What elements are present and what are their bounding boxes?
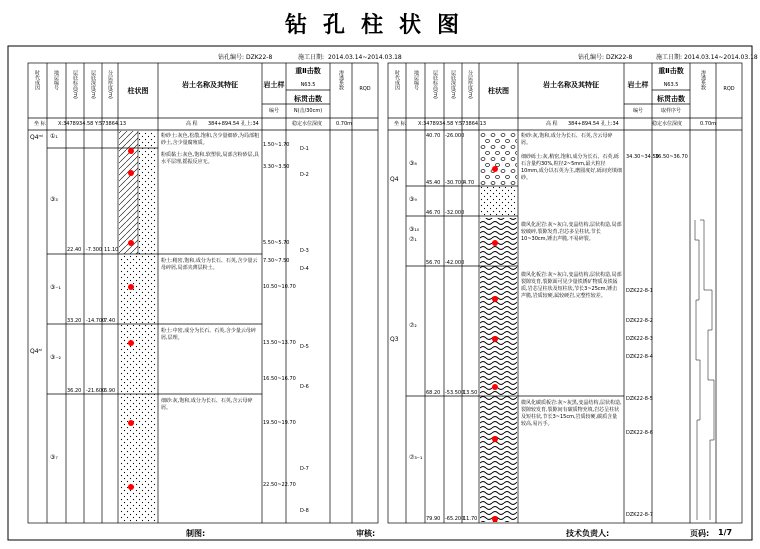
hole-number: DZK22-8: [246, 54, 273, 61]
col-header-column: 柱状图: [127, 87, 149, 95]
spt-sample: D-6: [300, 384, 309, 390]
col-header-thickness: 分层厚度(m): [107, 70, 113, 99]
sample-marker: [128, 340, 134, 346]
layer-description: 细砂:灰,饱和,成分为长石、石英,含云母碎屑。: [161, 398, 253, 411]
layer-description: 粉砂土:灰色,松散,饱和,含少量细砂,为局部粗砂土,含少量腐殖质。: [161, 133, 260, 146]
col-header-bottom-depth: 层底深度(m): [450, 70, 456, 99]
spt-sample: D-8: [300, 508, 309, 514]
sample-marker: [492, 436, 498, 442]
spt-sample: DZK22-8-7: [626, 512, 653, 518]
sample-marker: [128, 148, 134, 154]
col-header-dcp: 重Ⅱ击数: [658, 67, 684, 75]
spt-sample: DZK22-8-2: [626, 318, 653, 324]
layer-thickness: 11.10: [104, 247, 119, 253]
checked-by-label: 审核:: [356, 529, 376, 538]
layer-depth: -21.600: [86, 388, 106, 394]
layer-number: ①₁: [50, 133, 58, 140]
water-label: 稳定水位深度: [652, 121, 683, 127]
spt-sample: D-3: [300, 248, 309, 254]
spt-sample: D-1: [300, 146, 309, 152]
layer-elev: 40.70: [426, 133, 441, 139]
water-value: 0.70m: [700, 121, 717, 127]
layer-depth: -30.700: [445, 180, 465, 186]
layer-number: ③₈: [409, 160, 417, 167]
sample-depth: 3.30~3.50: [263, 164, 290, 170]
col-header-layer-no: 地层编号: [413, 70, 419, 90]
hole-number-label: 钻孔编号:: [578, 54, 605, 61]
drawn-by-label: 制图:: [186, 529, 206, 538]
sample-no-label: 编号: [268, 108, 279, 114]
layer-number: ③₁₀: [409, 226, 420, 233]
layer-number: ③₃: [50, 196, 58, 203]
sample-marker: [492, 166, 498, 172]
page-label: 页码:: [690, 529, 710, 538]
spt-sample: D-5: [300, 344, 309, 350]
elev-label: 高 程: [546, 121, 558, 127]
date-label: 施工日期:: [298, 54, 325, 61]
tech-lead-label: 技术负责人:: [566, 529, 610, 538]
layer-number: ③₋₁: [50, 284, 61, 291]
sample-depth: 10.50~10.70: [263, 284, 296, 290]
layer-description: 粉土:稍密,饱和,成分为长石、石英,含少量云母碎屑,局部夹薄层粉土。: [161, 258, 258, 271]
layer-elev: 68.20: [426, 390, 441, 396]
layer-thickness: 7.40: [104, 318, 116, 324]
layer-depth: -42.000: [445, 260, 465, 266]
sample-depth: 22.50~22.70: [263, 482, 296, 488]
sample-depth: 13.50~13.70: [263, 340, 296, 346]
n63-label: N63.5: [663, 82, 679, 88]
spt-unit-label: 取样序号: [660, 108, 681, 114]
layer-number: ⑦₂: [409, 322, 417, 329]
layer-description: 微风化板岩:灰~灰白,变晶结构,层状构造,局部裂隙发育,裂隙面可见少量铁锈矿物质及铁锰质,岩芯呈柱状及短柱状,节长3~25cm,锤击声脆,岩质较硬,属较硬岩,完整性较差。: [521, 272, 622, 299]
layer-depth: -53.500: [445, 390, 465, 396]
col-header-permeability: 渗透系数: [338, 70, 344, 90]
layer-description: 粉质黏土:灰色,饱和,软塑状,局部含粉砂层,具水平层理,摇振反应无。: [161, 152, 260, 165]
col-header-column: 柱状图: [488, 87, 509, 95]
layer-description: 细砂砾土:灰,稍密,饱和,成分为长石、石英,砾石含量约30%,粒径2~5mm,最大粒径10mm,成分以石英为主,磨圆度好,砾间充填细砂。: [521, 154, 622, 181]
layer-thickness: 11.70: [463, 516, 478, 522]
age-label: Q4: [390, 176, 399, 183]
elev-value: 384+894.54 孔上:34: [568, 121, 619, 127]
sample-depth: 36.50~36.70: [655, 154, 688, 160]
water-label: 稳定水位深度: [292, 121, 323, 127]
sample-marker: [128, 284, 134, 290]
sample-marker: [128, 484, 134, 490]
hole-number-label: 钻孔编号:: [218, 54, 245, 61]
spt-sample: DZK22-8-4: [626, 354, 653, 360]
sample-depth: 1.50~1.70: [263, 142, 290, 148]
layer-thickness: 6.90: [104, 388, 116, 394]
col-header-age: 时代成因: [34, 70, 40, 90]
layer-number: ⑦₃₋₁: [409, 454, 423, 461]
coords-label: 坐 标: [394, 121, 406, 127]
layer-elev: 45.40: [426, 180, 441, 186]
spt-sample: DZK22-8-1: [626, 288, 653, 294]
sample-depth: 7.30~7.50: [263, 258, 290, 264]
n63-label: N63.5: [300, 82, 316, 88]
sample-marker: [492, 336, 498, 342]
col-header-thickness: 分层厚度(m): [467, 70, 473, 99]
layer-elev: 22.40: [67, 247, 82, 253]
col-header-age: 时代成因: [394, 70, 400, 90]
sample-depth: 16.50~16.70: [263, 376, 296, 382]
layer-description: 微风化泥岩:灰~灰白,变晶结构,层状构造,局部较破碎,裂隙发育,岩芯多呈柱状,节长10~30cm,锤击声脆,不易碎裂。: [521, 222, 622, 242]
water-value: 0.70m: [336, 121, 353, 127]
layer-depth: -14.700: [86, 318, 106, 324]
col-header-permeability: 渗透系数: [700, 70, 706, 90]
sample-depth: 34.30~34.50: [626, 154, 659, 160]
sample-depth: 5.50~5.70: [263, 240, 290, 246]
date-value: 2014.03.14~2014.03.18: [684, 54, 758, 61]
layer-elev: 33.20: [67, 318, 82, 324]
layer-elev: 36.20: [67, 388, 82, 394]
layer-description: 微风化碳质板岩:灰~灰黑,变晶结构,层状构造,裂隙较发育,裂隙间有碳质物充填,岩芯呈柱状及短柱状,节长3~15cm,岩质较硬,碳质含量较高,易污手。: [521, 400, 622, 427]
sample-no-label: 编号: [632, 108, 643, 114]
page-number: 1/7: [718, 528, 733, 537]
layer-depth: -7.300: [86, 247, 103, 253]
coords-value: X:3478934.58 Y:573864.13: [58, 121, 127, 127]
sample-marker: [492, 240, 498, 246]
spt-sample: DZK22-8-5: [626, 396, 653, 402]
layer-thickness: 13.50: [463, 390, 478, 396]
page-title: 钻孔柱状图: [284, 12, 475, 38]
hole-number: DZK22-8: [606, 54, 633, 61]
layer-elev: 46.70: [426, 210, 441, 216]
col-header-bottom-depth: 层底深度(m): [90, 70, 96, 99]
col-header-layer-no: 地层编号: [53, 70, 59, 90]
sample-marker: [128, 420, 134, 426]
layer-depth: -32.000: [445, 210, 465, 216]
elev-value: 384+894.54 孔上:34: [208, 121, 259, 127]
layer-depth: -65.200: [445, 516, 465, 522]
sample-marker: [492, 516, 498, 522]
sample-marker: [128, 170, 134, 176]
age-label: Q4ᵃˡ: [30, 348, 42, 355]
sample-marker: [128, 240, 134, 246]
age-label: Q3: [390, 336, 399, 343]
layer-number: ③₇: [50, 454, 58, 461]
col-header-spt: 标贯击数: [294, 95, 322, 103]
layer-thickness: 4.70: [463, 180, 475, 186]
col-header-rqd: RQD: [723, 86, 735, 92]
layer-number: ③₉: [409, 196, 417, 203]
col-header-bottom-elev: 层底标高(m): [432, 70, 438, 99]
spt-unit-label: N(击/30cm): [293, 108, 323, 114]
sample-marker: [492, 384, 498, 390]
layer-depth: -26.000: [445, 133, 465, 139]
col-header-spt: 标贯击数: [657, 95, 685, 103]
spt-sample: DZK22-8-6: [626, 430, 653, 436]
col-header-sample: 岩土样: [627, 81, 649, 89]
sample-marker: [492, 296, 498, 302]
layer-elev: 56.70: [426, 260, 441, 266]
col-header-sample: 岩土样: [263, 81, 285, 89]
layer-number: ③₋₂: [50, 354, 61, 361]
spt-sample: DZK22-8-3: [626, 336, 653, 342]
elev-label: 高 程: [186, 121, 198, 127]
coords-label: 坐 标: [34, 121, 46, 127]
layer-description: 粉土:中密,成分为长石、石英,含少量云母碎屑,层理。: [161, 328, 256, 341]
age-label: Q4ᵐˡ: [30, 134, 44, 141]
date-value: 2014.03.14~2014.03.18: [328, 54, 402, 61]
spt-sample: D-7: [300, 466, 309, 472]
col-header-description: 岩土名称及其特征: [182, 81, 238, 89]
col-header-rqd: RQD: [359, 86, 371, 92]
col-header-dcp: 重Ⅱ击数: [295, 67, 321, 75]
col-header-bottom-elev: 层底标高(m): [72, 70, 78, 99]
layer-description: 粉砂:灰,饱和,成分为长石、石英,含云母碎屑。: [521, 133, 613, 146]
col-header-description: 岩土名称及其特征: [543, 81, 599, 89]
coords-value: X:3478934.58 Y:573864.13: [418, 121, 487, 127]
layer-elev: 79.90: [426, 516, 441, 522]
layer-number: ⑦₁: [409, 236, 417, 243]
sample-depth: 19.50~19.70: [263, 420, 296, 426]
spt-sample: D-4: [300, 266, 309, 272]
spt-sample: D-2: [300, 172, 309, 178]
date-label: 施工日期:: [656, 54, 683, 61]
